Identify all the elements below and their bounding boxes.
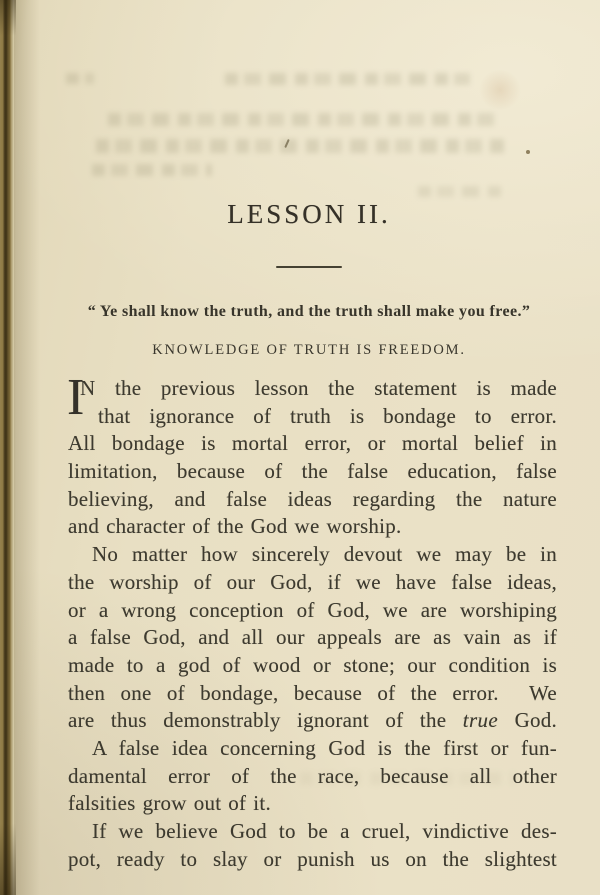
text-line: No matter how sincerely devout we may be in <box>92 542 557 567</box>
text-line: and character of the God we worship. <box>68 514 402 539</box>
text-line: damental error of the race, because all other <box>68 763 557 788</box>
text-line: A false idea concerning God is the first or fun- <box>92 735 557 760</box>
text-line: N the previous lesson the statement is made <box>80 376 557 400</box>
text-line: a false God, and all our appeals are as vain as if <box>68 625 557 650</box>
text-line: pot, ready to slay or punish us on the slightest <box>68 846 557 871</box>
text-line: are thus demonstrably ignorant of the true God. <box>68 708 557 733</box>
text-line: falsities grow out of it. <box>68 791 271 816</box>
lesson-title: LESSON II. <box>227 199 391 229</box>
text-line: the worship of our God, if we have false ideas, <box>68 569 557 594</box>
text-line: If we believe God to be a cruel, vindictive des- <box>92 819 557 843</box>
text-line: made to a god of wood or stone; our condition is <box>68 652 557 677</box>
binding-shadow <box>14 0 40 895</box>
text-line: that ignorance of truth is bondage to error. <box>98 403 557 428</box>
text-line: limitation, because of the false education, false <box>68 459 557 484</box>
drop-cap: I <box>67 369 85 426</box>
title-divider-rule <box>276 266 342 268</box>
body-text <box>67 369 557 873</box>
text-line: then one of bondage, because of the error. We <box>68 680 557 705</box>
text-line: All bondage is mortal error, or mortal belief in <box>68 431 557 456</box>
text-line: believing, and false ideas regarding the nature <box>68 486 557 511</box>
printed-page-content <box>62 0 556 895</box>
epigraph-quote: “ Ye shall know the truth, and the truth shall make you free.” <box>87 303 531 320</box>
section-heading: KNOWLEDGE OF TRUTH IS FREEDOM. <box>152 342 466 358</box>
text-line: or a wrong conception of God, we are worshiping <box>68 597 557 622</box>
